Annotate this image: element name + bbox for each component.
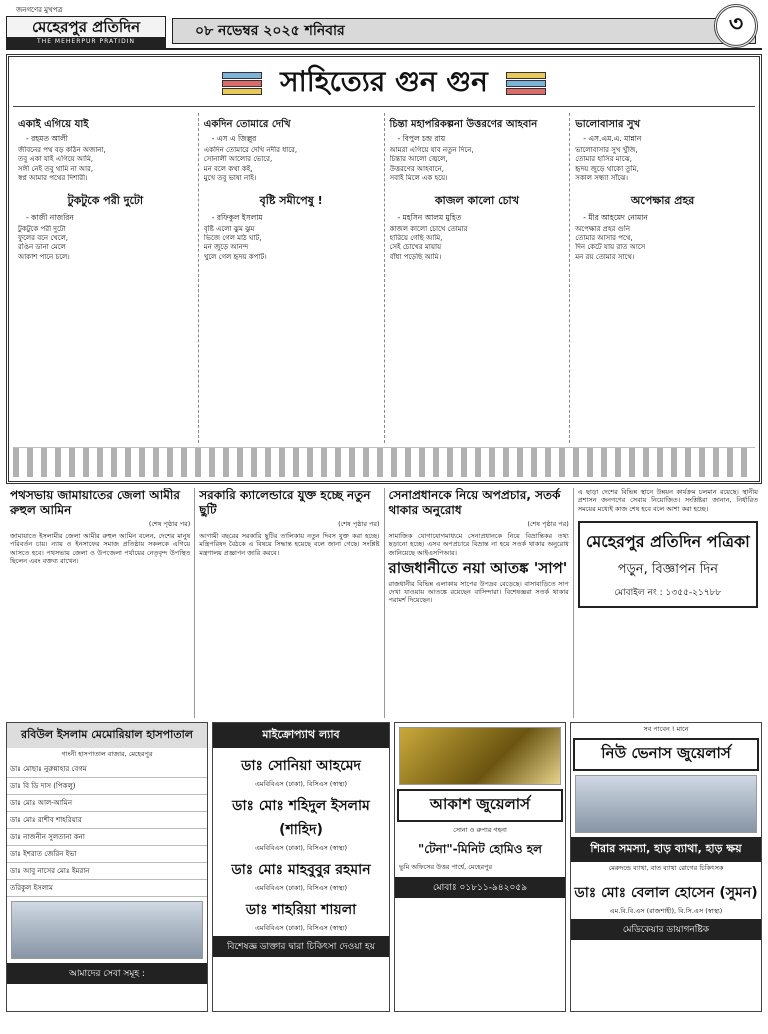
poem-author: - এস.এম.এ. মান্নান (583, 134, 642, 143)
doctor-name: ডাঃ মোঃ আল-আমিন (7, 795, 207, 812)
ad-title: মাইক্রোপ্যাথ ল্যাব (213, 723, 389, 748)
doctor-degree: এমবিবিএস (ঢাকা), বিসিএস (স্বাস্থ্য) (254, 780, 348, 788)
doctor-name: ডাঃ নাজনীন সুলতানা কনা (7, 829, 207, 846)
doctor-name: ডাঃ মোঃ শহিদুল ইসলাম (শাহিদ) (232, 798, 370, 838)
poem-line: টুকটুকে পরী দুটো (18, 224, 66, 233)
lab-footer: বিশেষজ্ঞ ডাক্তার দ্বারা চিকিৎসা দেওয়া হয় (213, 936, 389, 957)
poem-title: অপেক্ষার প্রহর (630, 193, 695, 207)
books-icon (222, 72, 262, 96)
lab-ad[interactable] (212, 722, 390, 1012)
dateline: ০৮ নভেম্বর ২০২৫ শনিবার (172, 18, 756, 44)
doctor-name: ডাঃ শাহরিয়া শায়লা (245, 902, 357, 918)
poem-line: দিন কেটে যায় রাত আসে (575, 243, 646, 252)
literature-title: সাহিত্যের গুন গুন (280, 65, 488, 98)
masthead (6, 4, 762, 50)
doctor-name: ডাঃ মোঃ বেলাল হোসেন (সুমন) (574, 885, 758, 901)
news-article[interactable] (385, 488, 574, 718)
ad-line: পড়ুন, বিজ্ঞাপন দিন (617, 561, 719, 577)
poem-line: সঙ্গী নেই তবু থামি না আর, (18, 164, 94, 173)
poem-title: কাজল কালো চোখ (434, 193, 519, 207)
poem-author: - রহমত আলী (26, 134, 68, 143)
ad-phone: মোবাইল নং : ১৩৫৫-২১৭৮৮ (614, 587, 722, 598)
poem-line: ভালোবাসার সুখ খুঁজি, (575, 146, 638, 154)
literature-header (13, 61, 755, 107)
poem-column (199, 113, 385, 443)
poem-line: স্বপ্ন আমার পথের দিশারী। (18, 174, 88, 183)
poem-line: কাজল কালো চোখে তোমার (389, 224, 468, 233)
article-body: আগামী বছরের সরকারি ছুটির তালিকায় নতুন দিবস যুক্ত করা হচ্ছে। মন্ত্রিপরিষদ বৈঠকে এ বিষয়ে সিদ্ধান্ত হয়েছে বলে জানা গেছে। সংশ্লিষ্ট মন্ত্রণালয় প্রজ্ঞাপন জারি করবে। (199, 532, 380, 557)
poem-line: চিন্তার আলো জ্বেলে, (389, 155, 448, 164)
advertisement-section (6, 722, 762, 1012)
brand-subtitle: THE MEHERPUR PRATIDIN (7, 37, 165, 47)
doctor-name: তরিকুল ইসলাম (7, 880, 207, 897)
doctor-degree: এমবিবিএস (ঢাকা), বিসিএস (স্বাস্থ্য) (254, 844, 348, 852)
doctor-name: ডাঃ সোনিয়া আহমেদ (241, 758, 361, 774)
poem-line: তোমার আসার পথে, (575, 234, 633, 243)
literature-section (6, 54, 762, 484)
poem-line: বৃষ্টি এলো ঝুম ঝুম (203, 224, 255, 233)
news-column-right (574, 488, 762, 718)
article-headline: সেনাপ্রধানকে নিয়ে অপপ্রচার, সতর্ক থাকার অনুরোধ (388, 488, 561, 517)
ad-title: রবিউল ইসলাম মেমোরিয়াল হাসপাতাল (7, 723, 207, 748)
poem-line: জীবনের পথ বড় কঠিন অজানা, (18, 146, 106, 154)
poem-line: হারিয়ে গেছি আমি, (389, 234, 443, 243)
poem-line: মন জুড়ে আনন্দ (203, 243, 249, 252)
poem-line: মন রয় তোমার সাথে। (575, 252, 635, 261)
poem-column (385, 113, 571, 443)
article-body: রাজধানীর বিভিন্ন এলাকায় সাপের উপদ্রব বেড়েছে। বাসাবাড়িতে সাপ দেখা যাওয়ায় আতঙ্কে রয়েছেন বাসিন্দারা। বিশেষজ্ঞরা সতর্ক থাকার পরামর্শ দিয়েছেন। (388, 579, 569, 605)
poem-line: সোনালী আলোর ভোরে, (203, 155, 273, 164)
poem-line: সকাল সন্ধ্যা সাঁঝে। (575, 174, 628, 183)
doctor-name: ডাঃ বি ডি দাস (পিকলু) (7, 778, 207, 795)
poem-line: তবু একা যাই এগিয়ে আমি, (18, 155, 94, 164)
brand-title: মেহেরপুর প্রতিদিন (31, 18, 141, 36)
page-number: ৩ (714, 4, 758, 48)
poem-title: একাই এগিয়ে যাই (18, 119, 89, 130)
books-icon (506, 72, 546, 96)
doctor-name: ডাঃ মোঃ মাহবুবুর রহমান (231, 862, 371, 878)
news-article[interactable] (6, 488, 195, 718)
poem-author: - বিপুল চন্দ্র রায় (397, 134, 446, 143)
poem-title: টুকটুকে পরী দুটো (67, 193, 144, 207)
poem-line: মুখে তবু ভাষা নাই। (203, 174, 257, 183)
poem-author: - এস এ জিল্লুর (211, 134, 257, 143)
ad-title: নিউ ভেনাস জুয়েলার্স (573, 738, 759, 771)
poem-line: আকাশ পানে চলে। (18, 252, 70, 261)
doctor-name: ডাঃ মোঃ রাশীব শাহরিয়ার (7, 812, 207, 829)
article-body: জামায়াতে ইসলামীর জেলা আমীর রুহুল আমিন বলেন, দেশের মানুষ পরিবর্তন চায়। ন্যায় ও ইনসাফের সমাজ প্রতিষ্ঠায় সকলকে এগিয়ে আসতে হবে। পথসভায় জেলা ও উপজেলা পর্যায়ের নেতৃবৃন্দ উপস্থিত ছিলেন এবং বক্তব্য রাখেন। (10, 532, 191, 565)
poem-title: বৃষ্টি সমীপেষু ! (259, 193, 323, 207)
poem-column (570, 113, 755, 443)
article-headline: সরকারি ক্যালেন্ডারে যুক্ত হচ্ছে নতুন ছুটি (199, 488, 371, 517)
article-body: সামাজিক যোগাযোগমাধ্যমে সেনাপ্রধানকে নিয়ে বিভ্রান্তিকর তথ্য ছড়ানো হচ্ছে। এসব অপপ্রচারে বিভ্রান্ত না হয়ে সতর্ক থাকার অনুরোধ জানিয়েছে আইএসপিআর। (388, 532, 569, 557)
brand-logo[interactable] (6, 16, 166, 48)
jewellers-ad[interactable] (394, 722, 566, 1012)
news-article[interactable] (195, 488, 384, 718)
poem-line: রঙিন ডানা মেলে (18, 243, 66, 252)
poem-author: - কাজী নাজরিন (26, 212, 74, 222)
doctor-name: ডাঃ আবু নাসের মোঃ ইমরান (7, 863, 207, 880)
doctor-degree: এম.বি.বি.এস (রাজশাহী), বি.সি.এস (স্বাস্থ্য) (609, 907, 723, 915)
homeo-title: "টেনা"-মিনিট হোমিও হল (418, 842, 542, 856)
poem-line: একদিন তোমারে দেখি নদীর ধারে, (203, 146, 298, 154)
continued-note: (শেষ পৃষ্ঠার পর) (148, 520, 191, 528)
poem-line: আমরা এগিয়ে যাব নতুন দিনে, (389, 146, 474, 154)
ad-title: আকাশ জুয়েলার্স (397, 789, 563, 822)
news-section (6, 488, 762, 718)
ad-subtitle: গাংনী হাসপাতাল বাজার, মেহেরপুর (61, 750, 153, 758)
ambulance-image (11, 901, 203, 959)
clinic-title: শিরার সমস্যা, হাড় ব্যাথা, হাড় ক্ষয় (571, 837, 761, 862)
poem-author: - রফিকুল ইসলাম (211, 212, 263, 222)
poem-line: অপেক্ষার প্রহর গুনি (575, 224, 631, 233)
doctor-degree: এমবিবিএস (ঢাকা), বিসিএস (স্বাস্থ্য) (254, 924, 348, 932)
jewellery-image (399, 727, 561, 785)
doctor-degree: এমবিবিএস (ঢাকা), বিসিএস (স্বাস্থ্য) (254, 884, 348, 892)
poem-line: তোমার হাসির মাঝে, (575, 155, 633, 164)
poem-line: সবাই মিলে এক হয়ে। (389, 174, 448, 183)
poem-line: খুলে গেল হৃদয় কপাট। (203, 252, 267, 261)
services-banner: আমাদের সেবা সমূহ : (7, 963, 207, 984)
ad-tagline: সব পাবেন ! মানে (643, 725, 689, 733)
poem-columns (13, 113, 755, 443)
poem-title: একদিন তোমারে দেখি (203, 119, 291, 130)
poem-title: ভালোবাসার সুখ (575, 119, 641, 130)
poem-author: - মহসিন আলম মুহিত (397, 212, 462, 222)
diagnostic-centre: মেডিকেয়ার ডায়াগনষ্টিক (571, 919, 761, 940)
ornamental-border (13, 447, 755, 477)
poem-line: মন বলে কথা কই, (203, 164, 253, 173)
ad-subtitle: সোনা ও রুপার গহনা (453, 826, 507, 834)
poem-author: - মীর আহমেদ নোমান (583, 212, 648, 222)
article-headline: রাজধানীতে নয়া আতঙ্ক 'সাপ' (388, 558, 568, 577)
poem-line: সেই চোখের মায়ায় (389, 243, 442, 252)
clinic-ad[interactable] (570, 722, 762, 1012)
poem-line: ফুলের বনে খেলে, (18, 234, 69, 243)
poem-column (13, 113, 199, 443)
clinic-subtitle: মেরুদন্ডে ব্যাথা, বাত ব্যাথা রোগের চিকিৎসক (608, 864, 724, 872)
poem-line: ভিজে গেল মাঠ ঘাট, (203, 234, 262, 243)
ad-line: মেহেরপুর প্রতিদিন পত্রিকা (585, 531, 750, 551)
subscription-ad[interactable] (578, 521, 758, 608)
article-body: এ ছাড়া দেশের বিভিন্ন স্থানে উন্নয়ন কার্যক্রম চলমান রয়েছে। স্থানীয় প্রশাসন জনগণের সেবায় নিয়োজিত। সংশ্লিষ্টরা জানান, নির্ধারিত সময়ের মধ্যেই কাজ শেষ হবে বলে আশা করা হচ্ছে। (577, 488, 758, 513)
poem-line: উত্তরণের আহবানে, (389, 164, 444, 173)
homeo-address: ভুমি অফিসের উত্তর পার্শ্বে, মেহেরপুর (399, 863, 493, 871)
slogan: জনগণের মুখপত্র (16, 6, 63, 14)
poem-line: বাঁধা পড়েছি আমি। (389, 252, 442, 261)
article-headline: পথসভায় জামায়াতের জেলা আমীর রুহুল আমিন (10, 488, 180, 517)
phone-number: মোবাঃ ০১৮১১-৯৪২০৫৯ (395, 877, 565, 898)
continued-note: (শেষ পৃষ্ঠার পর) (338, 520, 380, 528)
poem-line: হৃদয় জুড়ে থাকো তুমি, (575, 164, 639, 173)
hospital-ad[interactable] (6, 722, 208, 1012)
doctor-photo (575, 775, 757, 833)
doctor-name: ডাঃ মোছাঃ নুরুন্নাহার বেগম (7, 761, 207, 778)
poem-title: চিন্তা মহাপরিকল্পনা উত্তরণের আহবান (389, 119, 538, 130)
continued-note: (শেষ পৃষ্ঠার পর) (527, 520, 569, 528)
doctor-name: ডাঃ ইশরাত জেরিন ইভা (7, 846, 207, 863)
